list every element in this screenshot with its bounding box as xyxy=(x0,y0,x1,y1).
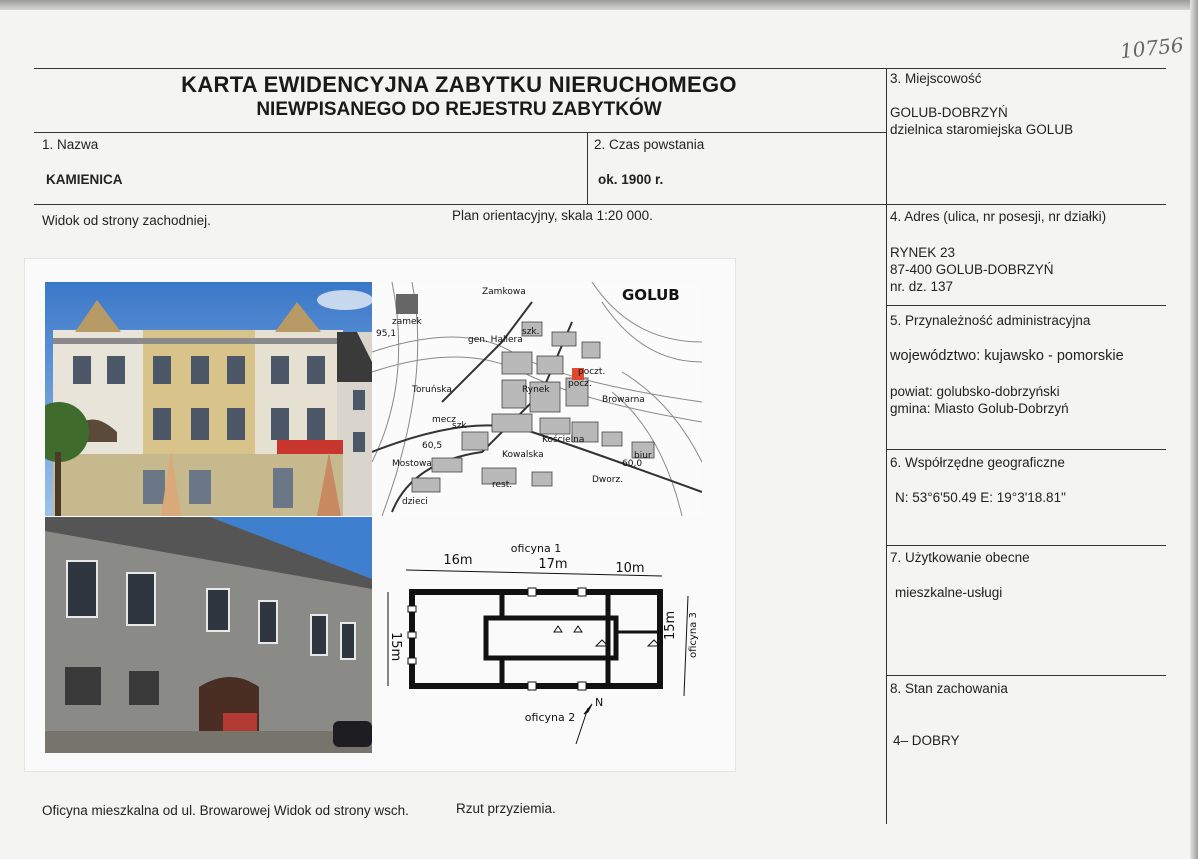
field-divider xyxy=(587,132,588,204)
map-label: Zamkowa xyxy=(482,287,526,297)
map-label: Rynek xyxy=(522,385,550,395)
field-date-label: 2. Czas powstania xyxy=(594,137,705,152)
card-subtitle: NIEWPISANEGO DO REJESTRU ZABYTKÓW xyxy=(256,99,662,120)
field-coords-label: 6. Współrzędne geograficzne xyxy=(890,455,1065,470)
field-locality-value: GOLUB-DOBRZYŃ xyxy=(890,105,1008,120)
scan-edge-right xyxy=(1190,0,1198,859)
plan-dim-b: 17m xyxy=(538,557,568,572)
map-label: poczt. xyxy=(578,367,606,377)
map-label: Kowalska xyxy=(502,450,544,460)
scan-edge-top xyxy=(0,0,1198,10)
field-name-value: KAMIENICA xyxy=(46,172,123,187)
field-condition-label: 8. Stan zachowania xyxy=(890,681,1008,696)
floor-plan xyxy=(378,536,708,751)
map-label: gen. Hallera xyxy=(468,335,523,345)
field-address-label: 4. Adres (ulica, nr posesji, nr działki) xyxy=(890,209,1107,224)
field-admin-label: 5. Przynależność administracyjna xyxy=(890,313,1091,328)
map-town-name: GOLUB xyxy=(622,286,680,304)
field-name-label: 1. Nazwa xyxy=(42,137,99,152)
plan-title-top: oficyna 1 xyxy=(510,542,562,555)
row-divider-8 xyxy=(886,675,1166,676)
header-bottom-border xyxy=(34,204,1166,205)
field-address-city: 87-400 GOLUB-DOBRZYŃ xyxy=(890,262,1054,277)
map-label: zamek xyxy=(392,317,422,327)
caption-view-west: Widok od strony zachodniej. xyxy=(42,213,211,228)
map-label: Browarna xyxy=(602,395,645,405)
column-divider xyxy=(886,68,887,824)
map-label: szk xyxy=(452,421,467,431)
field-coords-value: N: 53°6'50.49 E: 19°3'18.81" xyxy=(895,490,1066,505)
field-admin-county: powiat: golubsko-dobrzyński xyxy=(890,384,1060,399)
orientation-map xyxy=(372,282,702,516)
plan-north: N xyxy=(595,696,604,709)
field-usage-label: 7. Użytkowanie obecne xyxy=(890,550,1030,565)
map-label: pocz. xyxy=(568,379,592,389)
map-label: Toruńska xyxy=(412,385,452,395)
plan-dim-a: 16m xyxy=(443,553,473,568)
caption-orientation-plan: Plan orientacyjny, skala 1:20 000. xyxy=(452,208,653,223)
title-divider xyxy=(34,132,886,133)
field-locality-label: 3. Miejscowość xyxy=(890,71,982,86)
plan-title-bottom: oficyna 2 xyxy=(524,711,576,724)
plan-title-right: oficyna 3 xyxy=(688,612,699,658)
outbuilding-photo xyxy=(45,517,372,753)
plan-dim-left: 15m xyxy=(388,632,403,662)
map-label: Kościelna xyxy=(542,435,585,445)
field-admin-voivodeship: województwo: kujawsko - pomorskie xyxy=(890,348,1124,364)
plan-dim-right: 15m xyxy=(663,610,678,640)
row-divider-5 xyxy=(886,305,1166,306)
plan-dim-c: 10m xyxy=(615,561,645,576)
card-title: KARTA EWIDENCYJNA ZABYTKU NIERUCHOMEGO xyxy=(181,72,737,97)
top-border xyxy=(34,68,1166,69)
map-label: Dworz. xyxy=(592,475,624,485)
field-admin-municipality: gmina: Miasto Golub-Dobrzyń xyxy=(890,401,1069,416)
field-address-street: RYNEK 23 xyxy=(890,245,956,260)
map-label: szk. xyxy=(522,327,540,337)
map-label: 60,5 xyxy=(422,441,443,451)
row-divider-7 xyxy=(886,545,1166,546)
field-date-value: ok. 1900 r. xyxy=(598,172,664,187)
map-label: 95,1 xyxy=(376,329,397,339)
map-label: mecz xyxy=(432,415,456,425)
handwritten-number: 10756 xyxy=(1118,32,1185,64)
field-condition-value: 4– DOBRY xyxy=(893,733,960,748)
row-divider-6 xyxy=(886,449,1166,450)
field-address-plot: nr. dz. 137 xyxy=(890,279,954,294)
map-label: biur xyxy=(634,451,652,461)
field-locality-district: dzielnica staromiejska GOLUB xyxy=(890,122,1074,137)
facade-photo xyxy=(45,282,372,516)
map-label: Mostowa xyxy=(392,459,432,469)
caption-outbuilding: Oficyna mieszkalna od ul. Browarowej Widok od strony wsch. xyxy=(42,803,409,818)
caption-ground-plan: Rzut przyziemia. xyxy=(456,801,556,816)
map-label: rest. xyxy=(492,480,513,490)
field-usage-value: mieszkalne-usługi xyxy=(895,585,1003,600)
map-label: 60,0 xyxy=(622,459,643,469)
map-label: dzieci xyxy=(402,497,428,507)
